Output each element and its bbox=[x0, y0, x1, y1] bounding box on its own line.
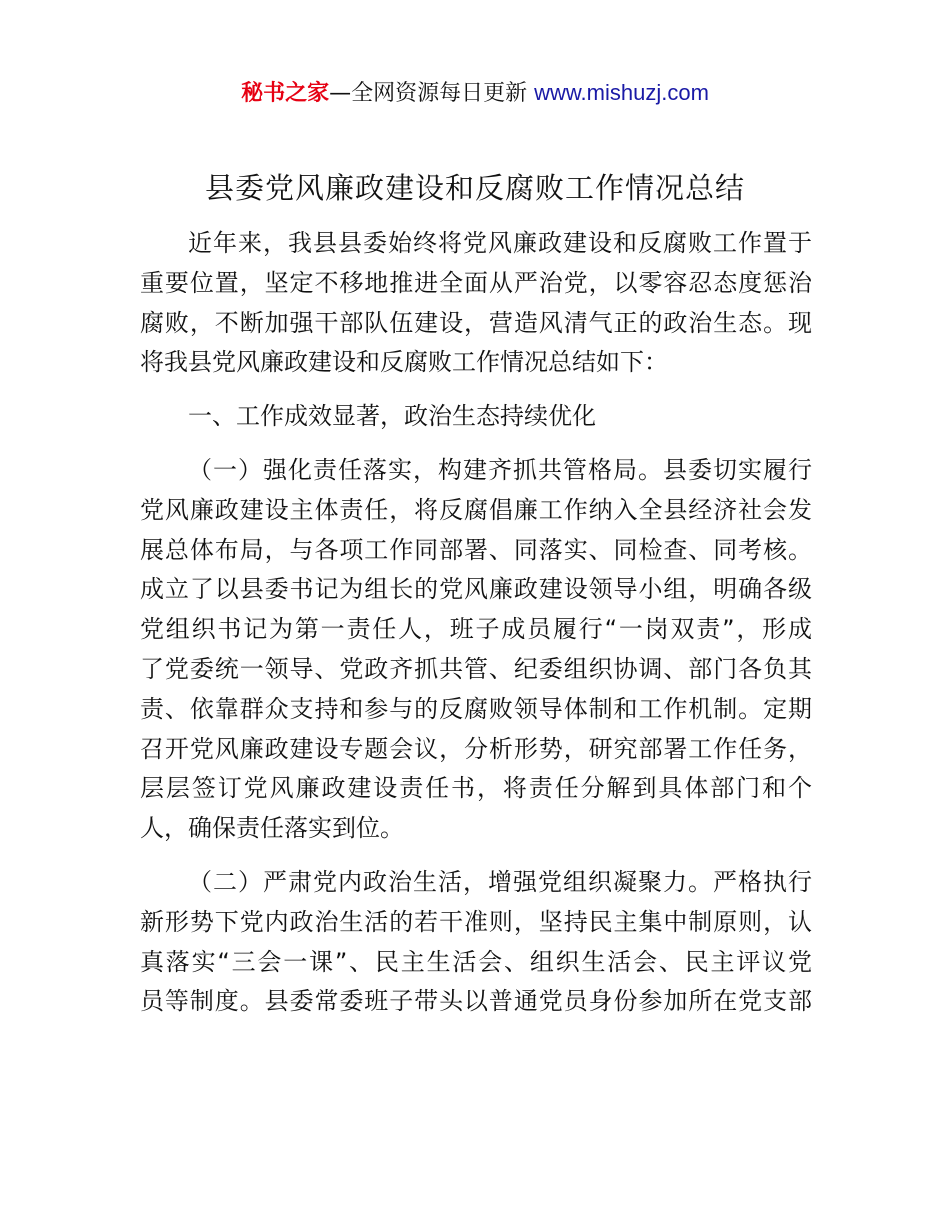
text-line: 人，确保责任落实到位。 bbox=[140, 814, 404, 843]
paragraph-responsibility bbox=[140, 451, 812, 849]
text-line: 成立了以县委书记为组长的党风廉政建设领导小组，明确各级 bbox=[140, 575, 812, 604]
text-line: 将我县党风廉政建设和反腐败工作情况总结如下： bbox=[140, 348, 668, 377]
paragraph-political-life bbox=[140, 863, 812, 1022]
text-line: 责、依靠群众支持和参与的反腐败领导体制和工作机制。定期 bbox=[140, 694, 812, 723]
text-line: 近年来，我县县委始终将党风廉政建设和反腐败工作置于 bbox=[188, 229, 812, 257]
text-line: 腐败，不断加强干部队伍建设，营造风清气正的政治生态。现 bbox=[140, 308, 812, 337]
text-line: 展总体布局，与各项工作同部署、同落实、同检查、同考核。 bbox=[140, 535, 812, 564]
site-tagline: —全网资源每日更新 bbox=[329, 81, 535, 106]
text-line: 党组织书记为第一责任人，班子成员履行“一岗双责”，形成 bbox=[140, 615, 812, 644]
site-url-link[interactable]: www.mishuzj.com bbox=[534, 80, 709, 105]
site-header bbox=[0, 78, 950, 109]
text-line: 了党委统一领导、党政齐抓共管、纪委组织协调、部门各负其 bbox=[140, 654, 812, 683]
text-line: 真落实“三会一课”、民主生活会、组织生活会、民主评议党 bbox=[140, 947, 812, 976]
text-line: （一）强化责任落实，构建齐抓共管格局。县委切实履行 bbox=[188, 455, 812, 484]
section-heading bbox=[140, 397, 812, 437]
paragraph-intro bbox=[140, 224, 812, 383]
document-body bbox=[140, 224, 812, 1036]
text-line: 重要位置，坚定不移地推进全面从严治党，以零容忍态度惩治 bbox=[140, 268, 812, 297]
document-title: 县委党风廉政建设和反腐败工作情况总结 bbox=[204, 171, 745, 205]
text-line: 召开党风廉政建设专题会议，分析形势，研究部署工作任务， bbox=[140, 734, 812, 763]
text-line: （二）严肃党内政治生活，增强党组织凝聚力。严格执行 bbox=[188, 867, 812, 896]
text-line: 新形势下党内政治生活的若干准则，坚持民主集中制原则，认 bbox=[140, 907, 812, 936]
text-line: 党风廉政建设主体责任，将反腐倡廉工作纳入全县经济社会发 bbox=[140, 495, 812, 524]
text-line: 员等制度。县委常委班子带头以普通党员身份参加所在党支部 bbox=[140, 987, 812, 1016]
text-line: 层层签订党风廉政建设责任书，将责任分解到具体部门和个 bbox=[140, 774, 812, 803]
site-brand: 秘书之家 bbox=[241, 81, 330, 106]
section-heading-text: 一、工作成效显著，政治生态持续优化 bbox=[188, 402, 596, 431]
